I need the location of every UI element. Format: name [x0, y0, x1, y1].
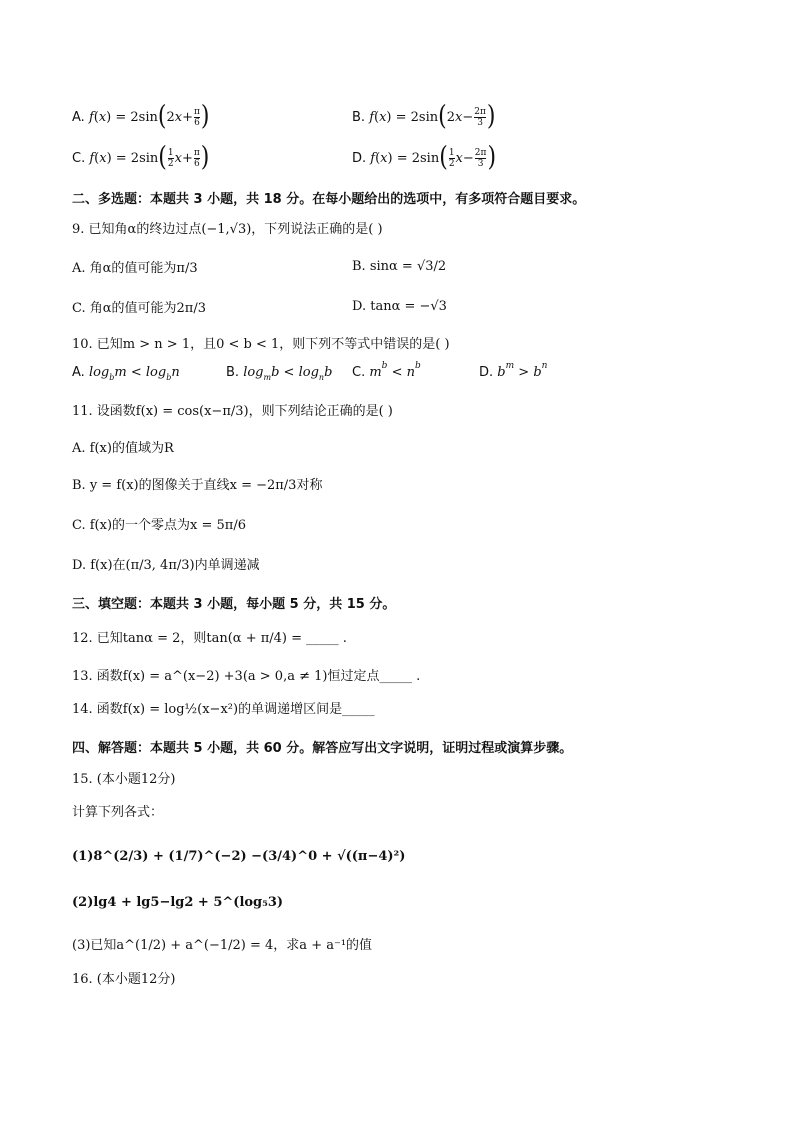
section-2-title: 二、多选题：本题共 3 小题，共 18 分。在每小题给出的选项中，有多项符合题目要求。 — [72, 191, 586, 207]
q8-option-b: B. f ( x ) = 2sin ( 2 x − $\frac{2\pi}{3}$ ) — [352, 100, 496, 132]
q9-option-d: D. tanα = −√3 — [352, 298, 447, 314]
q8-option-d: D. f ( x ) = 2sin ( $\frac{1}{2}$ x − $\frac{2\pi}{3}$ ) — [352, 141, 497, 173]
q9-stem: 9. 已知角α的终边过点(−1,√3)，下列说法正确的是( ) — [72, 221, 383, 237]
q8-option-a: A. f ( x ) = 2sin ( 2 x + $\frac{\pi}{6}$ ) — [72, 100, 210, 132]
q9-option-b: B. sinα = √3/2 — [352, 258, 447, 274]
q10-option-a: A. log b m < log b n — [72, 364, 180, 382]
q10-option-b: B. log m b < log n b — [226, 364, 333, 382]
q15-header: 15. (本小题12分) — [72, 771, 176, 787]
q15-intro: 计算下列各式： — [72, 804, 164, 820]
q10-stem: 10. 已知m > n > 1，且0 < b < 1，则下列不等式中错误的是( ) — [72, 336, 450, 352]
q10-option-c: C. m b < n b — [352, 361, 421, 380]
q13: 13. 函数f(x) = a^(x−2) +3(a > 0,a ≠ 1)恒过定点_____ . — [72, 668, 421, 684]
q11-option-b: B. y = f(x)的图像关于直线x = −2π/3对称 — [72, 477, 323, 493]
section-4-title: 四、解答题：本题共 5 小题，共 60 分。解答应写出文字说明，证明过程或演算步骤。 — [72, 740, 573, 756]
q15-part-1: (1)8^(2/3) + (1/7)^(−2) −(3/4)^0 + √((π−4)²) — [72, 848, 406, 864]
q8-option-c: C. f ( x ) = 2sin ( $\frac{1}{2}$ x + $\frac{\pi}{6}$ ) — [72, 141, 210, 173]
section-3-title: 三、填空题：本题共 3 小题，每小题 5 分，共 15 分。 — [72, 596, 396, 612]
q15-part-2: (2)lg4 + lg5−lg2 + 5^(log₅3) — [72, 894, 284, 910]
q16-header: 16. (本小题12分) — [72, 971, 176, 987]
q14: 14. 函数f(x) = log½(x−x²)的单调递增区间是_____ — [72, 701, 375, 717]
q12: 12. 已知tanα = 2，则tan(α + π/4) = _____ . — [72, 630, 347, 646]
q11-option-c: C. f(x)的一个零点为x = 5π/6 — [72, 517, 246, 533]
q9-option-c: C. 角α的值可能为2π/3 — [72, 300, 206, 316]
q11-stem: 11. 设函数f(x) = cos(x−π/3)，则下列结论正确的是( ) — [72, 403, 393, 419]
q11-option-d: D. f(x)在(π/3, 4π/3)内单调递减 — [72, 557, 260, 573]
q11-option-a: A. f(x)的值域为R — [72, 440, 174, 456]
q9-option-a: A. 角α的值可能为π/3 — [72, 260, 198, 276]
q10-option-d: D. b m > b n — [479, 361, 548, 380]
q15-part-3: (3)已知a^(1/2) + a^(−1/2) = 4，求a + a⁻¹的值 — [72, 937, 373, 953]
